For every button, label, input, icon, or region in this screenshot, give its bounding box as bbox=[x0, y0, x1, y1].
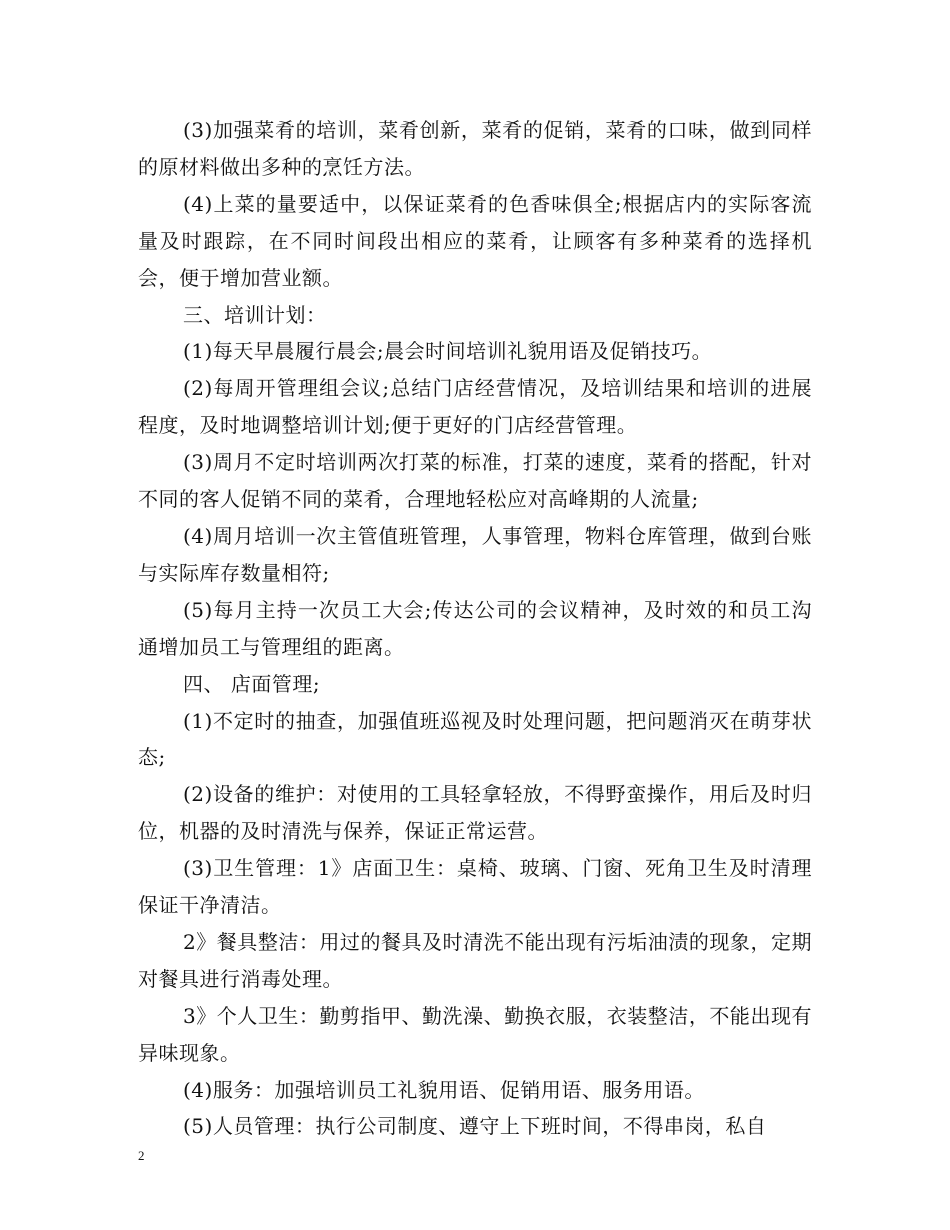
paragraph-hygiene-tableware: 2》餐具整洁：用过的餐具及时清洗不能出现有污垢油渍的现象，定期对餐具进行消毒处理。 bbox=[138, 929, 812, 991]
paragraph-serving-standards: (3)周月不定时培训两次打菜的标准，打菜的速度，菜肴的搭配，针对不同的客人促销不同的菜肴，合理地轻松应对高峰期的人流量; bbox=[138, 450, 812, 512]
paragraph-dish-training: (3)加强菜肴的培训，菜肴创新，菜肴的促销，菜肴的口味，做到同样的原材料做出多种的烹饪方法。 bbox=[138, 118, 812, 179]
paragraph-hygiene-store: (3)卫生管理：1》店面卫生：桌椅、玻璃、门窗、死角卫生及时清理保证干净清洁。 bbox=[138, 856, 812, 918]
paragraph-equipment-maintenance: (2)设备的维护：对使用的工具轻拿轻放，不得野蛮操作，用后及时归位，机器的及时清洗与保养，保证正常运营。 bbox=[138, 782, 812, 844]
document-body bbox=[138, 112, 812, 1145]
paragraph-serving-quantity: (4)上菜的量要适中，以保证菜肴的色香味俱全;根据店内的实际客流量及时跟踪，在不同时间段出相应的菜肴，让顾客有多种菜肴的选择机会，便于增加营业额。 bbox=[138, 191, 812, 290]
paragraph-service: (4)服务：加强培训员工礼貌用语、促销用语、服务用语。 bbox=[183, 1077, 705, 1102]
paragraph-staff-management: (5)人员管理：执行公司制度、遵守上下班时间，不得串岗，私自 bbox=[183, 1114, 767, 1139]
paragraph-spot-checks: (1)不定时的抽查，加强值班巡视及时处理问题，把问题消灭在萌芽状态; bbox=[138, 708, 812, 770]
paragraph-hygiene-personal: 3》个人卫生：勤剪指甲、勤洗澡、勤换衣服，衣装整洁，不能出现有异味现象。 bbox=[138, 1003, 812, 1065]
paragraph-weekly-meeting: (2)每周开管理组会议;总结门店经营情况，及培训结果和培训的进展程度，及时地调整培训计划;便于更好的门店经营管理。 bbox=[138, 376, 812, 438]
page-number: 2 bbox=[138, 1148, 145, 1163]
section-heading-training-plan: 三、培训计划： bbox=[183, 302, 327, 327]
paragraph-staff-meeting: (5)每月主持一次员工大会;传达公司的会议精神，及时效的和员工沟通增加员工与管理组的距离。 bbox=[138, 597, 812, 659]
paragraph-morning-meeting: (1)每天早晨履行晨会;晨会时间培训礼貌用语及促销技巧。 bbox=[183, 339, 713, 364]
section-heading-store-management: 四、 店面管理; bbox=[183, 671, 321, 696]
paragraph-supervisor-training: (4)周月培训一次主管值班管理，人事管理，物料仓库管理，做到台账与实际库存数量相符; bbox=[138, 523, 812, 585]
